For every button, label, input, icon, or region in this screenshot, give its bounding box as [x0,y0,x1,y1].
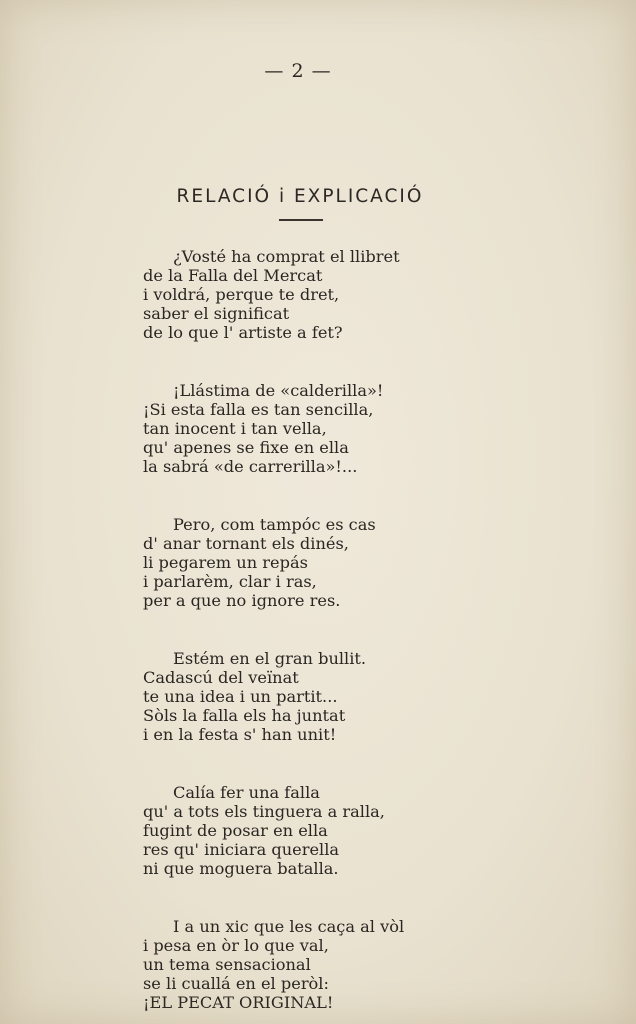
poem-line: de lo que l' artiste a fet? [143,323,343,342]
poem-line: qu' apenes se fixe en ella [143,438,349,457]
poem [143,247,503,1024]
poem-line: I a un xic que les caça al vòl [173,917,405,936]
stanza [143,783,503,878]
poem-line: ¡Si esta falla es tan sencilla, [143,400,374,419]
poem-line: i parlarèm, clar i ras, [143,572,317,591]
stanza [143,381,503,476]
poem-line: li pegarem un repás [143,553,308,572]
poem-line: Calía fer una falla [173,783,320,802]
stanza [143,649,503,744]
poem-line: te una idea i un partit... [143,687,338,706]
title-underline-rule [279,219,323,221]
page-title: RELACIÓ i EXPLICACIÓ [176,186,424,207]
poem-line: i en la festa s' han unit! [143,725,337,744]
poem-line: Cadascú del veïnat [143,668,299,687]
poem-line: i pesa en òr lo que val, [143,936,329,955]
poem-line: saber el significat [143,304,290,323]
poem-line: un tema sensacional [143,955,311,974]
stanza [143,247,503,342]
poem-line: Pero, com tampóc es cas [173,515,376,534]
poem-line: res qu' iniciara querella [143,840,340,859]
poem-line: Sòls la falla els ha juntat [143,706,346,725]
poem-line: qu' a tots els tinguera a ralla, [143,802,385,821]
poem-line: per a que no ignore res. [143,591,341,610]
stanza [143,515,503,610]
page-number: — 2 — [264,60,332,82]
poem-line: ¡EL PECAT ORIGINAL! [143,993,334,1012]
poem-line: de la Falla del Mercat [143,266,323,285]
poem-line: ¿Vosté ha comprat el llibret [173,247,400,266]
poem-line: d' anar tornant els dinés, [143,534,349,553]
poem-line: i voldrá, perque te dret, [143,285,340,304]
poem-line: fugint de posar en ella [143,821,328,840]
poem-line: tan inocent i tan vella, [143,419,327,438]
poem-line: ni que moguera batalla. [143,859,339,878]
poem-line: la sabrá «de carrerilla»!... [143,457,358,476]
poem-line: ¡Llástima de «calderilla»! [173,381,384,400]
stanza [143,917,503,1012]
poem-line: Estém en el gran bullit. [173,649,367,668]
poem-line: se li cuallá en el peròl: [143,974,329,993]
